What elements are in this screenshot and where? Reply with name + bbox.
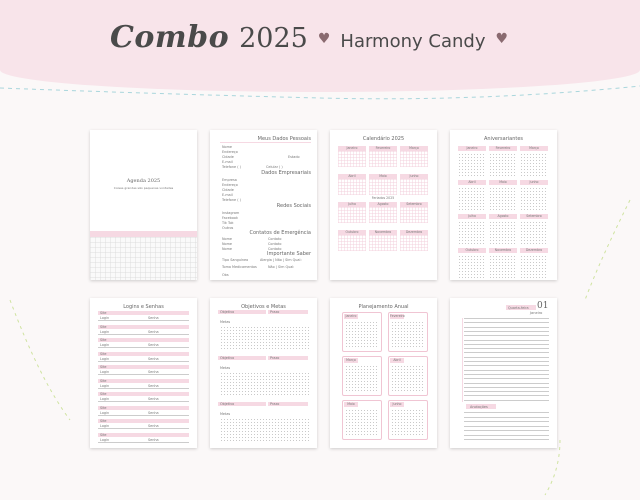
login-login-label: Login: [100, 343, 110, 347]
daily-line: [464, 352, 549, 353]
section-title: Redes Sociais: [276, 203, 311, 209]
title-name: Harmony Candy: [340, 31, 486, 52]
login-site-label: Site: [100, 311, 107, 315]
daily-line: [464, 395, 549, 396]
birthday-month-header: Setembro: [520, 214, 548, 219]
birthday-month-header: Maio: [489, 180, 517, 185]
annual-month-header: Abril: [390, 358, 404, 363]
field-label: Obs: [222, 273, 229, 277]
birthday-dot-area: [489, 187, 517, 211]
cover-title: Agenda 2025: [126, 178, 161, 184]
field-label: Empresa: [222, 178, 237, 182]
goal-objective-label: Objetivo: [220, 356, 235, 360]
login-login-label: Login: [100, 329, 110, 334]
login-password-label: Senha: [148, 329, 159, 334]
login-divider: [98, 361, 189, 362]
daily-month: Janeiro: [530, 311, 543, 315]
daily-note-line: [464, 412, 549, 413]
login-site-bar: [98, 392, 189, 396]
login-password-label: Senha: [148, 316, 159, 320]
logins-page: [90, 298, 197, 448]
goal-dot-area: [220, 418, 309, 442]
login-site-bar: [98, 419, 189, 423]
field-label: E-mail: [222, 160, 233, 164]
login-password-label: Senha: [148, 343, 159, 347]
calendar-page: [330, 130, 437, 280]
daily-line: [464, 327, 549, 328]
field-label: Contato: [268, 237, 282, 241]
cover-subtitle: Coisas grandes são pequenas vontades: [113, 186, 174, 190]
login-login-label: Login: [100, 370, 110, 374]
calendar-month-header: Novembro: [369, 230, 397, 235]
daily-line: [464, 365, 549, 366]
annual-month-header: Fevereiro: [390, 314, 405, 318]
login-site-label: Site: [100, 338, 107, 342]
daily-note-line: [464, 426, 549, 427]
birthday-month-header: Julho: [458, 214, 486, 219]
login-divider: [98, 320, 189, 321]
cover-page: [90, 130, 197, 280]
daily-line: [464, 331, 549, 332]
calendar-month-grid: [400, 235, 428, 251]
birthday-dot-area: [520, 153, 548, 177]
field-label: Instagram: [222, 211, 240, 215]
annual-title: Planejamento Anual: [358, 304, 409, 310]
login-divider: [98, 388, 189, 389]
login-password-label: Senha: [148, 370, 159, 374]
field-label: Tipo Sanguíneo: [222, 258, 249, 262]
login-site-label: Site: [100, 419, 107, 423]
annual-dot-area: [345, 365, 377, 392]
login-login-label: Login: [100, 356, 110, 361]
login-login-label: Login: [100, 383, 110, 388]
daily-note-line: [464, 439, 549, 440]
login-site-bar: [98, 406, 189, 410]
goal-objective-label: Objetivo: [220, 310, 235, 314]
birthday-dot-area: [458, 187, 486, 211]
login-password-label: Senha: [148, 383, 159, 388]
calendar-month-grid: [338, 179, 366, 195]
daily-line: [464, 370, 549, 371]
goal-deadline-label: Prazo: [270, 356, 280, 360]
annual-month-header: Junho: [390, 402, 404, 407]
daily-line: [464, 383, 549, 384]
login-site-bar: [98, 379, 189, 383]
login-password-label: Senha: [148, 410, 159, 415]
login-login-label: Login: [100, 424, 110, 428]
login-login-label: Login: [100, 397, 110, 401]
calendar-month-header: Julho: [338, 202, 366, 207]
birthday-dot-area: [458, 153, 486, 177]
calendar-month-grid: [400, 151, 428, 167]
annual-month-header: Janeiro: [345, 314, 357, 318]
birthday-dot-area: [520, 187, 548, 211]
daily-note-line: [464, 430, 549, 431]
field-label: Estado: [288, 155, 300, 159]
calendar-month-header: Abril: [338, 174, 366, 179]
login-site-bar: [98, 365, 189, 369]
heart-icon: ♥: [317, 31, 331, 47]
daily-weekday: Quarta-feira: [508, 305, 529, 310]
login-divider: [98, 428, 189, 429]
login-site-label: Site: [100, 432, 107, 437]
section-title: Contatos de Emergência: [249, 230, 311, 236]
annual-planning-page: [330, 298, 437, 448]
calendar-month-grid: [338, 151, 366, 167]
calendar-month-header: Março: [400, 146, 428, 151]
field-label: Cidade: [222, 188, 234, 192]
daily-margin: [462, 318, 463, 402]
login-site-label: Site: [100, 351, 107, 356]
field-label: Nome: [222, 237, 232, 241]
login-site-bar: [98, 338, 189, 342]
field-label: Cidade: [222, 155, 234, 159]
field-label: Nome: [222, 247, 232, 251]
annual-month-header: Março: [344, 358, 358, 363]
login-site-label: Site: [100, 378, 107, 383]
birthday-month-header: Fevereiro: [489, 146, 517, 151]
calendar-title: Calendário 2025: [362, 136, 405, 142]
holidays-title: Feriados 2025: [338, 196, 428, 200]
field-label: E-mail: [222, 193, 233, 197]
calendar-month-grid: [369, 235, 397, 251]
birthday-dot-area: [489, 255, 517, 279]
field-label: Tik Tok: [222, 221, 234, 225]
birthday-dot-area: [489, 221, 517, 245]
login-divider: [98, 415, 189, 416]
login-login-label: Login: [100, 437, 110, 442]
calendar-month-header: Dezembro: [400, 230, 428, 235]
daily-line: [464, 318, 549, 319]
daily-line: [464, 348, 549, 349]
daily-line: [464, 378, 549, 379]
birthday-dot-area: [458, 221, 486, 245]
login-password-label: Senha: [148, 437, 159, 442]
field-label: Telefone ( ): [222, 165, 241, 169]
annual-dot-area: [391, 409, 423, 436]
login-password-label: Senha: [148, 356, 159, 361]
login-site-bar: [98, 433, 189, 437]
daily-day: 01: [537, 301, 549, 311]
calendar-month-header: Fevereiro: [369, 146, 397, 151]
annual-month-header: Maio: [344, 402, 358, 407]
field-label: Facebook: [222, 216, 238, 220]
annual-dot-area: [345, 409, 377, 436]
calendar-month-grid: [400, 179, 428, 195]
personal-title: Meus Dados Pessoais: [257, 136, 311, 142]
annual-dot-area: [345, 321, 377, 348]
field-label: Telefone ( ): [222, 198, 241, 202]
login-login-label: Login: [100, 410, 110, 415]
login-divider: [98, 374, 189, 375]
daily-line: [464, 344, 549, 345]
birthday-month-header: Março: [520, 146, 548, 151]
field-label: Nome: [222, 242, 232, 246]
goal-objective-label: Objetivo: [220, 402, 235, 406]
heart-icon: ♥: [495, 31, 509, 47]
login-site-label: Site: [100, 392, 107, 396]
goal-deadline-label: Prazo: [270, 310, 280, 314]
calendar-month-grid: [369, 151, 397, 167]
field-label: Contato: [268, 247, 282, 251]
goal-dot-area: [220, 326, 309, 350]
login-site-label: Site: [100, 324, 107, 329]
daily-note-line: [464, 417, 549, 418]
calendar-month-grid: [369, 207, 397, 223]
login-login-label: Login: [100, 316, 110, 320]
daily-line: [464, 400, 549, 401]
field-label: Endereço: [222, 150, 238, 154]
section-title: Dados Empresariais: [261, 170, 311, 176]
calendar-month-header: Setembro: [400, 202, 428, 207]
field-label: Celular ( ): [266, 165, 283, 169]
birthday-dot-area: [520, 255, 548, 279]
annual-dot-area: [391, 365, 423, 392]
goal-metas-label: Metas: [220, 320, 231, 324]
login-site-bar: [98, 352, 189, 356]
calendar-month-header: Janeiro: [338, 146, 366, 151]
daily-line: [464, 357, 549, 358]
birthday-dot-area: [520, 221, 548, 245]
daily-line: [464, 335, 549, 336]
birthdays-title: Aniversariantes: [483, 136, 524, 142]
login-site-bar: [98, 311, 189, 315]
birthday-month-header: Junho: [520, 180, 548, 185]
daily-line: [464, 387, 549, 388]
birthday-month-header: Agosto: [489, 214, 517, 219]
birthday-dot-area: [489, 153, 517, 177]
calendar-month-header: Maio: [369, 174, 397, 179]
login-password-label: Senha: [148, 424, 159, 428]
goal-metas-label: Metas: [220, 412, 231, 416]
goal-metas-label: Metas: [220, 366, 231, 370]
birthday-month-header: Novembro: [489, 248, 517, 253]
login-site-label: Site: [100, 405, 107, 410]
field-label: Não | Sim Qual:: [268, 265, 295, 269]
goal-deadline-label: Prazo: [270, 402, 280, 406]
field-label: Alergia | Não | Sim Qual:: [260, 258, 302, 262]
daily-line: [464, 322, 549, 323]
daily-line: [464, 361, 549, 362]
personal-data-page: [210, 130, 317, 280]
calendar-month-header: Outubro: [338, 230, 366, 235]
login-password-label: Senha: [148, 397, 159, 401]
calendar-month-grid: [400, 207, 428, 223]
daily-note-line: [464, 435, 549, 436]
daily-line: [464, 374, 549, 375]
login-site-label: Site: [100, 365, 107, 369]
daily-line: [464, 340, 549, 341]
login-divider: [98, 334, 189, 335]
annual-dot-area: [391, 321, 423, 348]
field-label: Endereço: [222, 183, 238, 187]
birthdays-page: [450, 130, 557, 280]
daily-page: [450, 298, 557, 448]
calendar-month-header: Agosto: [369, 202, 397, 207]
daily-line: [464, 391, 549, 392]
birthday-dot-area: [458, 255, 486, 279]
field-label: Toma Medicamentos: [222, 265, 257, 269]
field-label: Nome: [222, 145, 232, 149]
field-label: Outros: [222, 226, 234, 230]
logins-title: Logins e Senhas: [123, 304, 164, 310]
cover-grid: [90, 237, 197, 280]
login-divider: [98, 347, 189, 348]
calendar-month-header: Junho: [400, 174, 428, 179]
goals-page: [210, 298, 317, 448]
login-site-bar: [98, 325, 189, 329]
birthday-month-header: Dezembro: [520, 248, 548, 253]
login-divider: [98, 401, 189, 402]
daily-note-line: [464, 421, 549, 422]
goal-dot-area: [220, 372, 309, 396]
login-divider: [98, 442, 189, 443]
calendar-month-grid: [338, 207, 366, 223]
title-year: 2025: [239, 23, 308, 54]
goals-title: Objetivos e Metas: [241, 304, 286, 310]
birthday-month-header: Abril: [458, 180, 486, 185]
calendar-month-grid: [338, 235, 366, 251]
birthday-month-header: Janeiro: [458, 146, 486, 151]
title-combo: Combo: [110, 20, 230, 55]
birthday-month-header: Outubro: [458, 248, 486, 253]
daily-note-label: Anotações: [470, 404, 488, 409]
section-title: Importante Saber: [267, 251, 311, 257]
calendar-month-grid: [369, 179, 397, 195]
field-label: Contato: [268, 242, 282, 246]
